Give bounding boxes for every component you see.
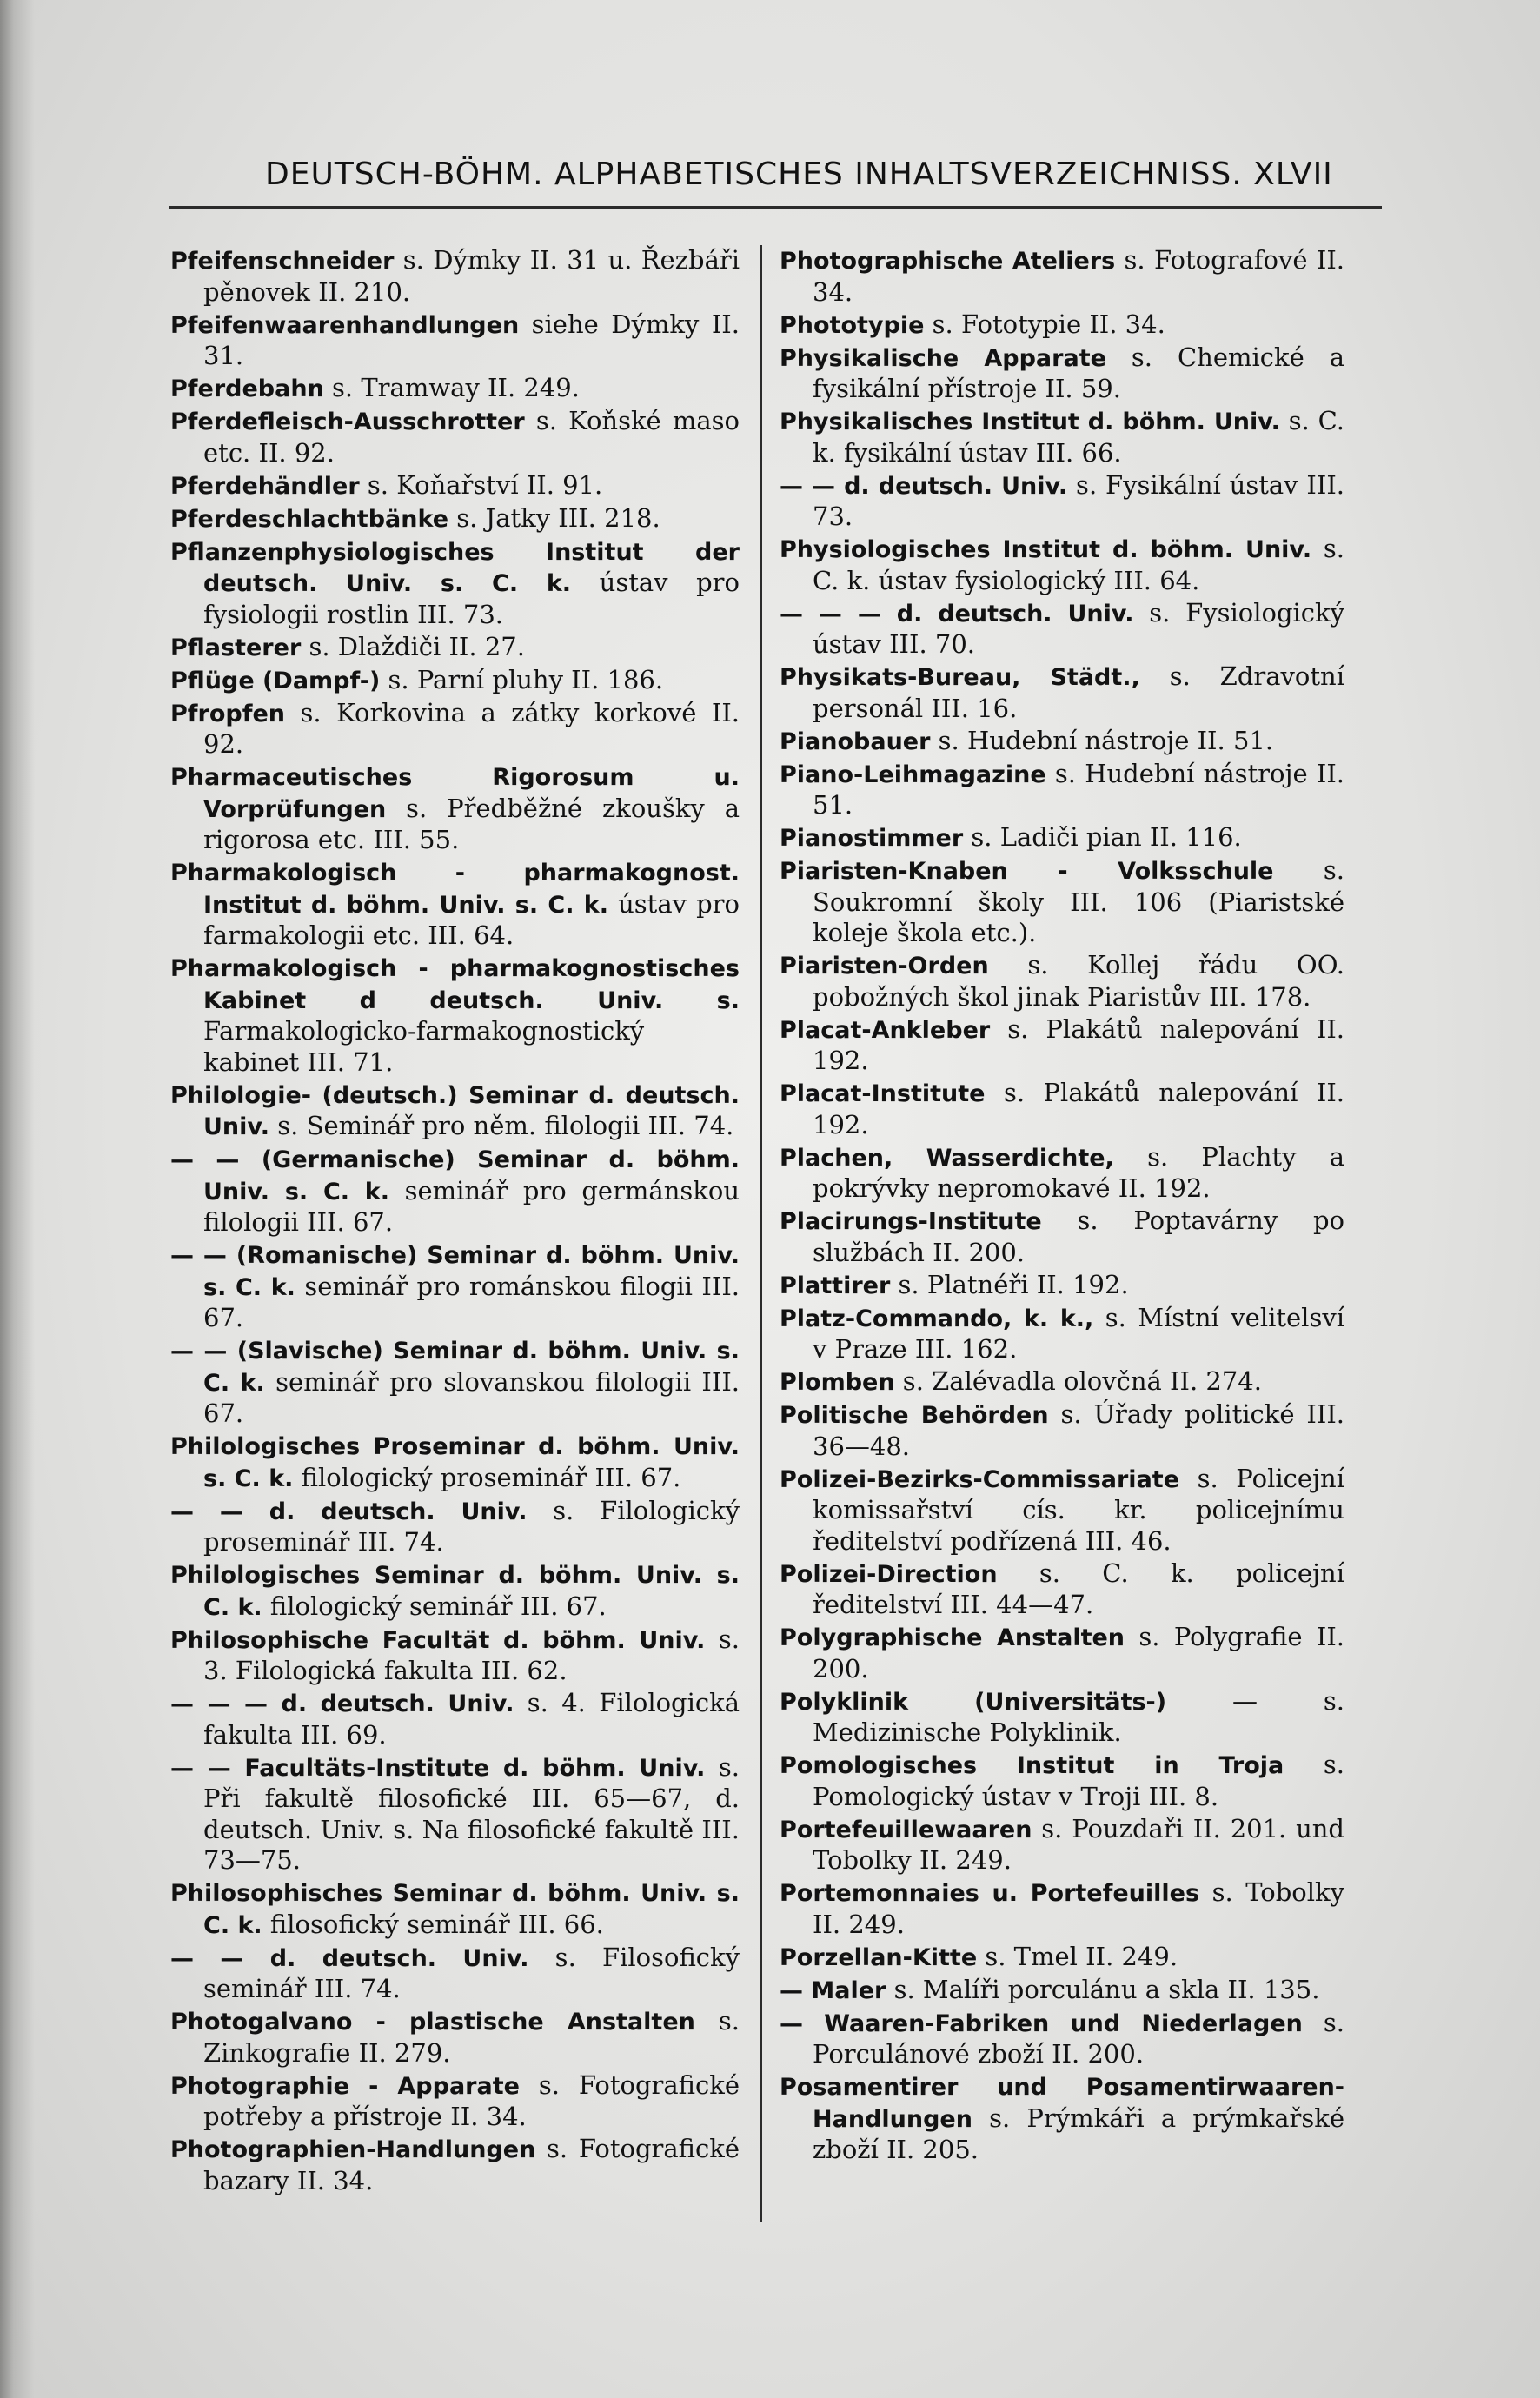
- index-entry: [780, 1142, 1344, 1205]
- entry-keyword: Pferdebahn: [170, 375, 324, 402]
- entry-keyword: — Waaren-Fabriken und Niederlagen: [780, 2009, 1303, 2037]
- entry-reference: s. Při fakultě filosofické III. 65—67, d. deutsch. Univ. s. Na filosofické fakultě III. 73—75.: [203, 1751, 740, 1875]
- entry-reference: s. Filosofický seminář III. 74.: [203, 1942, 740, 2003]
- entry-keyword: Pfeifenwaarenhandlungen: [170, 311, 520, 339]
- entry-reference: s. Koňařství II. 91.: [359, 469, 603, 500]
- index-entry: [170, 698, 740, 761]
- entry-reference: s. Malíři porculánu a skla II. 135.: [886, 1974, 1320, 2004]
- index-entry: [170, 2006, 740, 2069]
- index-entry: [170, 1335, 740, 1430]
- entry-keyword: Philosophische Facultät d. böhm. Univ.: [170, 1626, 706, 1654]
- index-entry: [780, 1014, 1344, 1077]
- index-entry: [780, 759, 1344, 821]
- entry-keyword: Pharmakologisch - pharmakognost. Institut d. böhm. Univ. s. C. k.: [170, 860, 740, 919]
- index-entry: [780, 342, 1344, 405]
- index-entry: [170, 1079, 740, 1143]
- entry-reference: s. Seminář pro něm. filologii III. 74.: [269, 1111, 734, 1140]
- index-entry: [780, 822, 1344, 854]
- entry-reference: s. Porculánové zboží II. 200.: [813, 2007, 1344, 2069]
- entry-keyword: Plachen, Wasserdichte,: [780, 1144, 1114, 1172]
- entry-keyword: — — d. deutsch. Univ.: [170, 1498, 528, 1525]
- index-entry: [780, 406, 1344, 468]
- index-entry: [780, 534, 1344, 596]
- index-entry: [170, 309, 740, 372]
- index-entry: [780, 1877, 1344, 1940]
- entry-keyword: Pharmaceutisches Rigorosum u. Vorprüfungen: [170, 764, 740, 823]
- entry-reference: s. Kollej řádu OO. pobožných škol jinak Piaristův III. 178.: [813, 950, 1344, 1012]
- index-entry: [780, 2071, 1344, 2166]
- entry-reference: s. Hudební nástroje II. 51.: [813, 758, 1344, 820]
- entry-reference: s. Filologický proseminář III. 74.: [203, 1495, 740, 1557]
- entry-reference: s. Pomologický ústav v Troji III. 8.: [813, 1750, 1344, 1811]
- entry-reference: s. C. k. policejní ředitelství III. 44—47.: [813, 1558, 1344, 1619]
- entry-reference: s. Polygrafie II. 200.: [813, 1622, 1344, 1684]
- entry-reference: s. Policejní komissařství cís. kr. policejnímu ředitelství podřízená III. 46.: [813, 1463, 1344, 1556]
- entry-keyword: Pianostimmer: [780, 825, 964, 852]
- index-entry: [170, 470, 740, 502]
- entry-keyword: Pfropfen: [170, 700, 286, 727]
- entry-keyword: Polizei-Bezirks-Commissariate: [780, 1465, 1180, 1493]
- entry-reference: s. Tramway II. 249.: [323, 373, 580, 402]
- running-header: DEUTSCH-BÖHM. ALPHABETISCHES INHALTSVERZEICHNISS. XLVII: [265, 156, 1333, 192]
- entry-reference: s. Plakátů nalepování II. 192.: [813, 1013, 1344, 1075]
- entry-keyword: Physiologisches Institut d. böhm. Univ.: [780, 536, 1312, 563]
- entry-keyword: Platz-Commando, k. k.,: [780, 1305, 1094, 1332]
- index-entry: [170, 1624, 740, 1687]
- index-entry: [170, 1144, 740, 1239]
- entry-reference: ústav pro farmakologii etc. III. 64.: [203, 888, 740, 950]
- index-entry: [170, 1559, 740, 1623]
- entry-keyword: Portemonnaies u. Portefeuilles: [780, 1880, 1200, 1907]
- entry-reference: seminář pro románskou filogii III. 67.: [203, 1271, 740, 1332]
- column-divider: [760, 245, 762, 2222]
- entry-keyword: — — — d. deutsch. Univ.: [780, 600, 1134, 628]
- entry-reference: s. Poptavárny po službách II. 200.: [813, 1206, 1344, 1267]
- entry-keyword: — — d. deutsch. Univ.: [780, 472, 1068, 500]
- entry-reference: seminář pro germánskou filologii III. 67.: [203, 1175, 740, 1237]
- entry-reference: ústav pro fysiologii rostlin III. 73.: [203, 568, 740, 629]
- index-entry: [170, 503, 740, 535]
- index-entry: [170, 1752, 740, 1877]
- entry-keyword: Philologie- (deutsch.) Seminar d. deutsch. Univ.: [170, 1081, 740, 1140]
- entry-reference: s. 3. Filologická fakulta III. 62.: [203, 1624, 740, 1685]
- entry-reference: s. C. k. fysikální ústav III. 66.: [813, 406, 1344, 468]
- entry-keyword: Pferdehändler: [170, 472, 360, 500]
- entry-keyword: Pflüge (Dampf-): [170, 667, 381, 694]
- entry-reference: s. Úřady politické III. 36—48.: [813, 1399, 1345, 1461]
- index-entry: [780, 245, 1344, 308]
- entry-keyword: — — (Romanische) Seminar d. böhm. Univ. s. C. k.: [170, 1242, 740, 1301]
- entry-keyword: — — Facultäts-Institute d. böhm. Univ.: [170, 1754, 706, 1782]
- entry-reference: s. Fotografické bazary II. 34.: [203, 2134, 740, 2195]
- entry-keyword: Placat-Ankleber: [780, 1016, 991, 1044]
- index-column-left: [170, 245, 740, 2198]
- entry-keyword: Photographische Ateliers: [780, 248, 1116, 275]
- entry-reference: filologický proseminář III. 67.: [293, 1462, 681, 1492]
- entry-keyword: — Maler: [780, 1976, 886, 2004]
- entry-keyword: Photogalvano - plastische Anstalten: [170, 2009, 695, 2036]
- entry-reference: s. Předběžné zkoušky a rigorosa etc. III. 55.: [203, 793, 740, 854]
- index-entry: [780, 1399, 1344, 1462]
- index-entry: [780, 726, 1344, 758]
- entry-keyword: Pflanzenphysiologisches Institut der deutsch. Univ. s. C. k.: [170, 538, 740, 597]
- entry-keyword: Polizei-Direction: [780, 1560, 998, 1588]
- entry-reference: s. 4. Filologická fakulta III. 69.: [203, 1688, 740, 1750]
- page-edge-shadow: [0, 0, 35, 2398]
- entry-keyword: Pfeifenschneider: [170, 248, 395, 275]
- entry-keyword: Philologisches Seminar d. böhm. Univ. s. C. k.: [170, 1562, 740, 1621]
- header-rule: [169, 206, 1382, 209]
- index-entry: [170, 1496, 740, 1558]
- entry-keyword: — — (Slavische) Seminar d. böhm. Univ. s. C. k.: [170, 1338, 740, 1397]
- entry-reference: s. Fysiologický ústav III. 70.: [813, 597, 1344, 659]
- entry-keyword: Pferdefleisch-Ausschrotter: [170, 409, 525, 435]
- entry-keyword: — — d. deutsch. Univ.: [170, 1944, 529, 1972]
- entry-keyword: Posamentirer und Posamentirwaaren-Handlungen: [780, 2074, 1344, 2133]
- entry-keyword: Pharmakologisch - pharmakognostisches Kabinet d deutsch. Univ. s.: [170, 955, 740, 1014]
- entry-reference: s. Zdravotní personál III. 16.: [813, 661, 1344, 723]
- index-entry: [780, 2008, 1344, 2070]
- entry-keyword: Pianobauer: [780, 727, 931, 755]
- index-entry: [780, 661, 1344, 724]
- entry-reference: — s. Medizinische Polyklinik.: [813, 1685, 1344, 1747]
- entry-reference: s. Soukromní školy III. 106 (Piaristské koleje škola etc.).: [813, 855, 1344, 947]
- index-entry: [780, 1366, 1344, 1398]
- entry-keyword: Photographien-Handlungen: [170, 2136, 536, 2163]
- index-entry: [170, 1688, 740, 1750]
- entry-keyword: Physikalische Apparate: [780, 344, 1106, 372]
- index-entry: [170, 373, 740, 405]
- index-entry: [780, 1464, 1344, 1558]
- entry-reference: Farmakologicko-farmakognostický kabinet III. 71.: [203, 1016, 645, 1077]
- entry-reference: s. Fysikální ústav III. 73.: [813, 469, 1345, 531]
- entry-reference: seminář pro slovanskou filologii III. 67.: [203, 1366, 740, 1428]
- entry-reference: s. Jatky III. 218.: [448, 502, 660, 533]
- entry-keyword: Piaristen-Orden: [780, 953, 989, 980]
- index-entry: [170, 406, 740, 468]
- index-entry: [170, 1431, 740, 1494]
- index-entry: [780, 1270, 1344, 1302]
- index-entry: [780, 1558, 1344, 1621]
- index-entry: [170, 536, 740, 631]
- index-entry: [780, 1942, 1344, 1974]
- index-entry: [170, 857, 740, 952]
- entry-keyword: Polyklinik (Universitäts-): [780, 1688, 1167, 1716]
- entry-keyword: Placirungs-Institute: [780, 1208, 1042, 1235]
- entry-reference: s. Dlaždiči II. 27.: [301, 631, 525, 661]
- index-entry: [780, 855, 1344, 949]
- entry-reference: s. C. k. ústav fysiologický III. 64.: [813, 534, 1344, 595]
- index-entry: [170, 2134, 740, 2196]
- index-entry: [780, 1078, 1344, 1140]
- index-entry: [780, 1814, 1344, 1877]
- index-entry: [780, 950, 1344, 1013]
- entry-keyword: Piano-Leihmagazine: [780, 761, 1046, 788]
- entry-keyword: — — — d. deutsch. Univ.: [170, 1691, 514, 1717]
- index-entry: [170, 1943, 740, 2005]
- entry-keyword: Physikalisches Institut d. böhm. Univ.: [780, 409, 1280, 435]
- entry-keyword: Phototypie: [780, 311, 925, 339]
- entry-reference: s. Fotografické potřeby a přístroje II. 34.: [203, 2069, 740, 2131]
- entry-reference: s. Fotografové II. 34.: [813, 245, 1345, 307]
- entry-keyword: — — (Germanische) Seminar d. böhm. Univ. s. C. k.: [170, 1146, 740, 1206]
- entry-reference: siehe Dýmky II. 31.: [203, 309, 740, 370]
- entry-keyword: Placat-Institute: [780, 1080, 986, 1107]
- index-entry: [780, 309, 1344, 342]
- entry-reference: s. Parní pluhy II. 186.: [380, 664, 664, 694]
- entry-keyword: Philologisches Proseminar d. böhm. Univ. s. C. k.: [170, 1433, 740, 1492]
- entry-reference: filologický seminář III. 67.: [262, 1591, 607, 1621]
- entry-keyword: Pomologisches Institut in Troja: [780, 1752, 1284, 1779]
- entry-reference: filosofický seminář III. 66.: [262, 1909, 604, 1939]
- index-entry: [170, 632, 740, 664]
- entry-reference: s. Korkovina a zátky korkové II. 92.: [203, 697, 740, 759]
- entry-reference: s. Chemické a fysikální přístroje II. 59.: [813, 342, 1345, 403]
- index-entry: [170, 2070, 740, 2133]
- entry-reference: s. Koňské maso etc. II. 92.: [203, 406, 740, 468]
- index-entry: [170, 245, 740, 308]
- entry-keyword: Plomben: [780, 1369, 895, 1396]
- entry-reference: s. Tobolky II. 249.: [813, 1877, 1344, 1939]
- entry-reference: s. Zalévadla olovčná II. 274.: [894, 1366, 1262, 1396]
- entry-reference: s. Plachty a pokrývky nepromokavé II. 192.: [813, 1141, 1344, 1203]
- entry-keyword: Piaristen-Knaben - Volksschule: [780, 858, 1274, 885]
- index-entry: [170, 1877, 740, 1941]
- index-entry: [780, 1750, 1344, 1812]
- entry-keyword: Plattirer: [780, 1272, 891, 1299]
- index-entry: [780, 1303, 1344, 1365]
- index-entry: [780, 1622, 1344, 1684]
- entry-reference: s. Zinkografie II. 279.: [203, 2006, 740, 2068]
- entry-keyword: Polygraphische Anstalten: [780, 1624, 1125, 1651]
- entry-reference: s. Tmel II. 249.: [977, 1941, 1178, 1971]
- entry-reference: s. Ladiči pian II. 116.: [963, 822, 1242, 852]
- entry-keyword: Portefeuillewaaren: [780, 1816, 1032, 1843]
- index-entry: [170, 1239, 740, 1334]
- entry-keyword: Physikats-Bureau, Städt.,: [780, 664, 1140, 691]
- entry-keyword: Pflasterer: [170, 634, 302, 661]
- entry-keyword: Porzellan-Kitte: [780, 1943, 978, 1971]
- entry-reference: s. Prýmkáři a prýmkařské zboží II. 205.: [813, 2102, 1344, 2164]
- entry-reference: s. Dýmky II. 31 u. Řezbáři pěnovek II. 210.: [203, 245, 740, 307]
- entry-reference: s. Místní velitelsví v Praze III. 162.: [813, 1302, 1344, 1364]
- entry-reference: s. Plakátů nalepování II. 192.: [813, 1078, 1344, 1139]
- entry-reference: s. Pouzdaři II. 201. und Tobolky II. 249.: [813, 1813, 1344, 1875]
- index-entry: [170, 761, 740, 856]
- index-entry: [780, 470, 1344, 533]
- entry-keyword: Pferdeschlachtbänke: [170, 505, 449, 533]
- index-entry: [780, 598, 1344, 661]
- entry-keyword: Photographie - Apparate: [170, 2072, 520, 2100]
- entry-reference: s. Platnéři II. 192.: [890, 1269, 1129, 1299]
- index-entry: [780, 1975, 1344, 2007]
- index-entry: [780, 1686, 1344, 1749]
- entry-keyword: Politische Behörden: [780, 1402, 1049, 1429]
- entry-keyword: Philosophisches Seminar d. böhm. Univ. s. C. k.: [170, 1880, 740, 1939]
- entry-reference: s. Hudební nástroje II. 51.: [930, 725, 1274, 755]
- index-entry: [780, 1206, 1344, 1268]
- index-entry: [170, 953, 740, 1078]
- entry-reference: s. Fototypie II. 34.: [924, 309, 1165, 339]
- index-column-right: [780, 245, 1344, 2167]
- index-entry: [170, 665, 740, 697]
